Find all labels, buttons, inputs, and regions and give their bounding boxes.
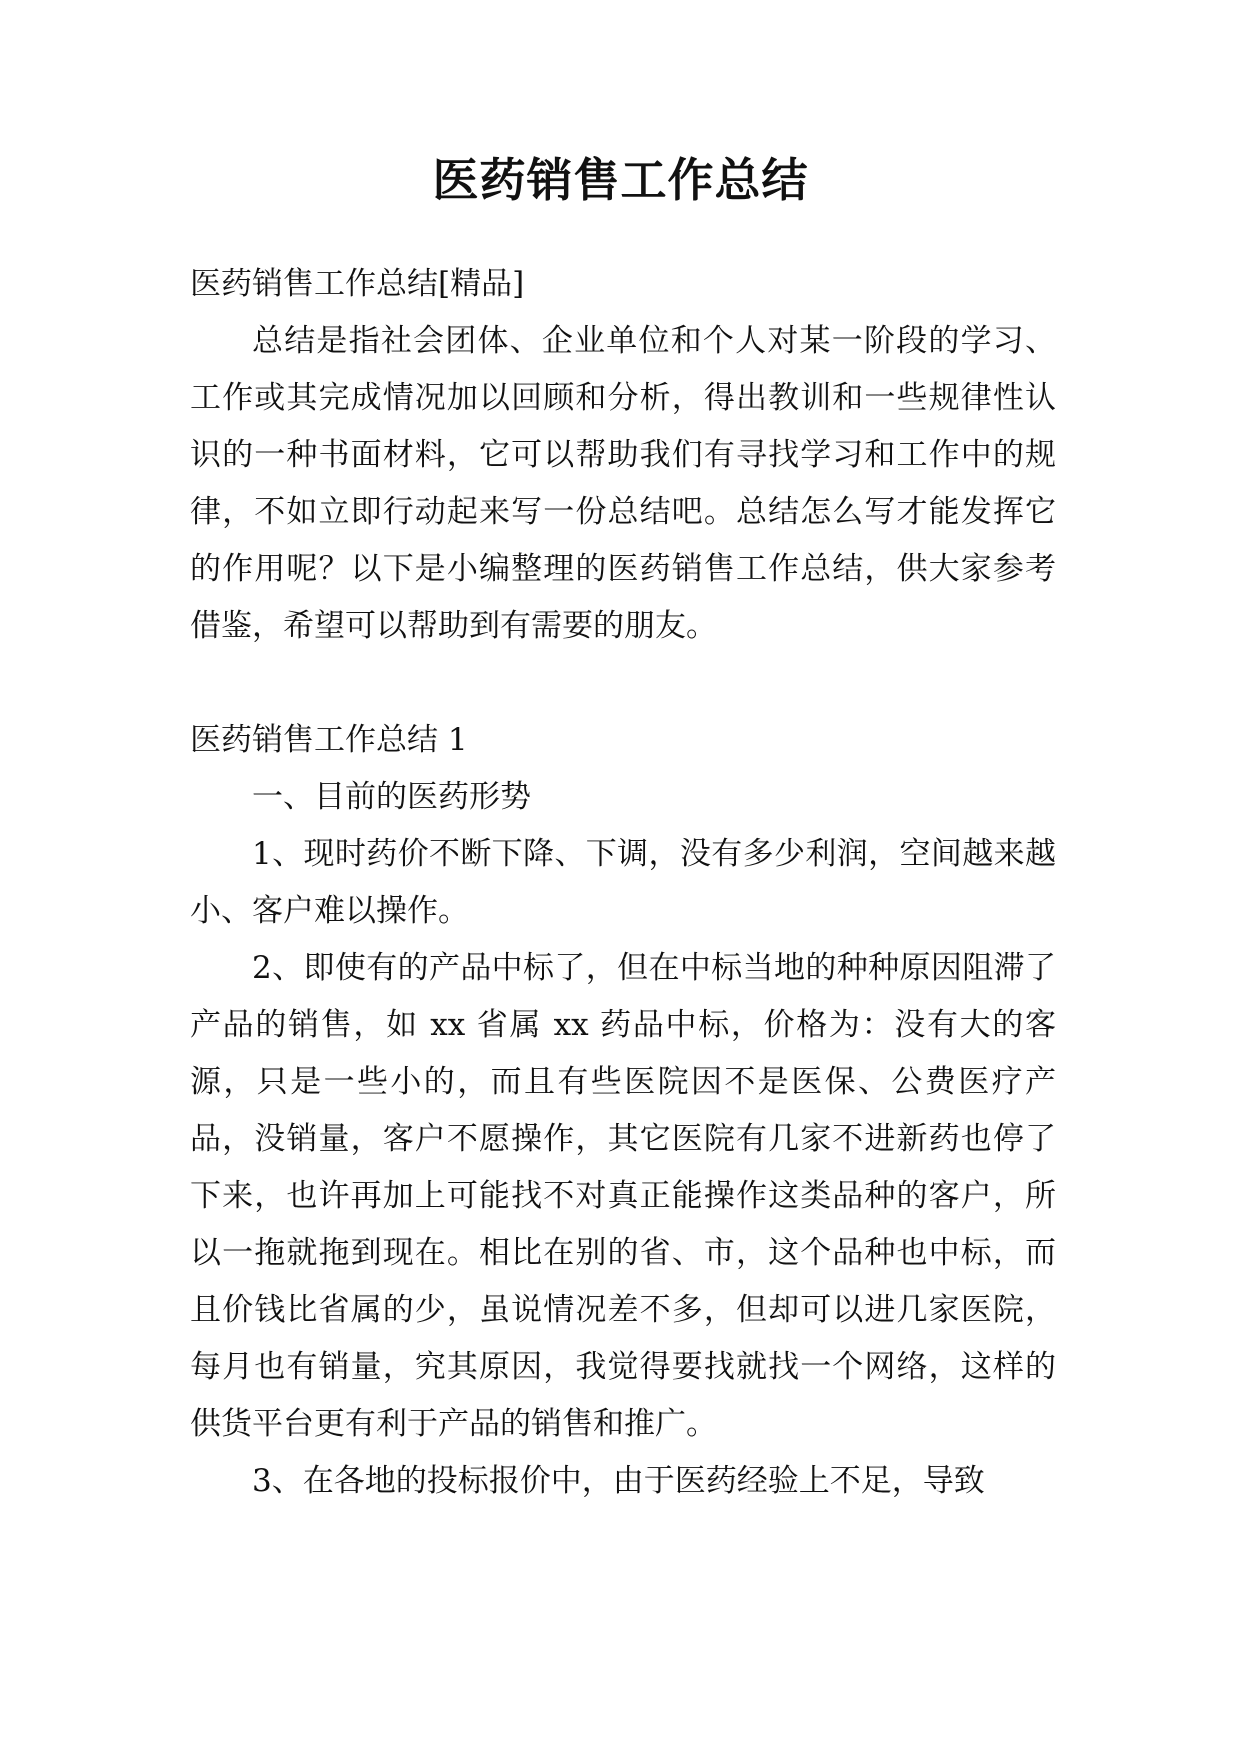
section-heading: 医药销售工作总结 1	[190, 722, 468, 758]
document-body	[190, 256, 1056, 1510]
document-subtitle: 医药销售工作总结[精品]	[190, 266, 525, 302]
body-paragraph: 3、在各地的投标报价中，由于医药经验上不足，导致	[252, 1463, 985, 1499]
body-paragraph: 1、现时药价不断下降、下调，没有多少利润，空间越来越小、客户难以操作。	[190, 836, 1056, 929]
subsection-heading: 一、目前的医药形势	[252, 779, 531, 815]
body-paragraph: 2、即使有的产品中标了，但在中标当地的种种原因阻滞了产品的销售，如 xx 省属 xx 药品中标，价格为：没有大的客源，只是一些小的，而且有些医院因不是医保、公费医疗产品，没销量，客户不愿操作，其它医院有几家不进新药也停了下来，也许再加上可能找不对真正能操作这类品种的客户，所以一拖就拖到现在。相比在别的省、市，这个品种也中标，而且价钱比省属的少，虽说情况差不多，但却可以进几家医院，每月也有销量，究其原因，我觉得要找就找一个网络，这样的供货平台更有利于产品的销售和推广。	[190, 950, 1056, 1442]
document-title: 医药销售工作总结	[432, 153, 809, 207]
intro-paragraph: 总结是指社会团体、企业单位和个人对某一阶段的学习、工作或其完成情况加以回顾和分析，得出教训和一些规律性认识的一种书面材料，它可以帮助我们有寻找学习和工作中的规律，不如立即行动起来写一份总结吧。总结怎么写才能发挥它的作用呢？以下是小编整理的医药销售工作总结，供大家参考借鉴，希望可以帮助到有需要的朋友。	[190, 323, 1056, 644]
